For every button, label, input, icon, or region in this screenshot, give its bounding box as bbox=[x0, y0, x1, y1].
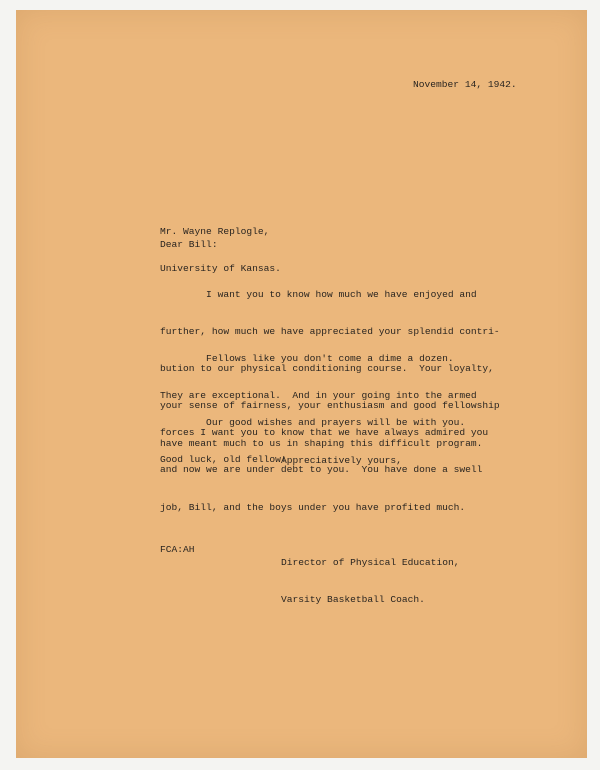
paragraph-line: further, how much we have appreciated your splendid contri- bbox=[160, 326, 500, 338]
paragraph-line: Our good wishes and prayers will be with you. bbox=[160, 416, 466, 428]
letter-page bbox=[16, 10, 587, 758]
reference-initials: FCA:AH bbox=[160, 544, 195, 555]
signature-title: Varsity Basketball Coach. bbox=[281, 594, 425, 606]
paragraph-line: They are exceptional. And in your going into the armed bbox=[160, 390, 477, 402]
paragraph-line: have meant much to us in shaping this difficult program. bbox=[160, 437, 483, 449]
paragraph-line: Good luck, old fellow! bbox=[160, 454, 287, 466]
body-paragraph-3 bbox=[160, 392, 465, 491]
recipient-name: Mr. Wayne Replogle, bbox=[160, 225, 270, 237]
paragraph-line: I want you to know how much we have enjoyed and bbox=[160, 288, 477, 300]
paragraph-line: forces I want you to know that we have always admired you bbox=[160, 427, 489, 439]
letter-date: November 14, 1942. bbox=[413, 79, 517, 90]
paragraph-line: and now we are under debt to you. You have done a swell bbox=[160, 464, 483, 476]
signature-title: Director of Physical Education, bbox=[281, 556, 460, 568]
signature-block bbox=[281, 532, 459, 631]
paragraph-line: job, Bill, and the boys under you have profited much. bbox=[160, 501, 466, 513]
complimentary-closing: Appreciatively yours, bbox=[281, 455, 402, 466]
paragraph-line: your sense of fairness, your enthusiasm and good fellowship bbox=[160, 400, 500, 412]
paragraph-line: bution to our physical conditioning course. Your loyalty, bbox=[160, 363, 494, 375]
recipient-organization: University of Kansas. bbox=[160, 263, 281, 275]
salutation: Dear Bill: bbox=[160, 239, 218, 250]
paragraph-line: Fellows like you don't come a dime a dozen. bbox=[160, 352, 454, 364]
